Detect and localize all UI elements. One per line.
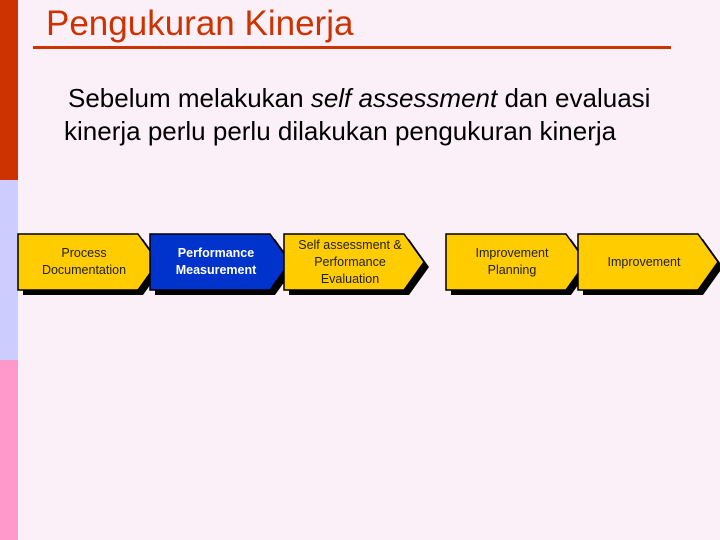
side-bar-bottom [0,360,18,540]
process-flow [0,228,720,296]
title-underline [33,46,671,49]
flow-step-label: Performance Measurement [175,246,257,277]
flow-step-label: Self assessment & Performance Evaluation [298,237,402,286]
body-text-part2: dan evaluasi kinerja perlu perlu dilakukan pengukuran kinerja [64,83,651,146]
slide-body [64,82,684,148]
slide-title: Pengukuran Kinerja [46,4,354,43]
flow-step-label: Process Documentation [41,246,127,277]
flow-step-label: Improvement [607,254,681,269]
body-text-part1: Sebelum melakukan [68,83,311,113]
side-bar-top [0,0,18,180]
body-text-italic: self assessment [310,83,498,113]
flow-step-label: Improvement Planning [475,246,549,277]
